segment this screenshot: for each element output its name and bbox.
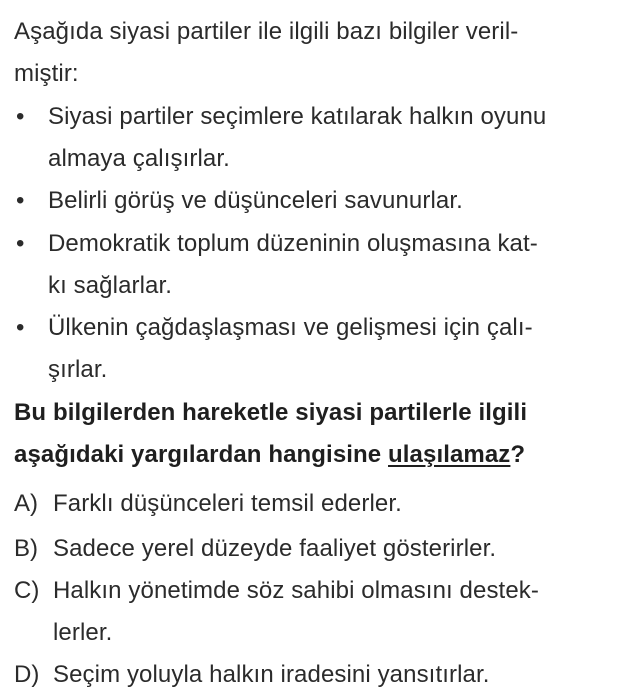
bullet-marker: •	[16, 230, 25, 257]
option-d-text: Seçim yoluyla halkın iradesini yansıtırlar.	[53, 661, 490, 688]
option-b-letter: B)	[14, 535, 38, 562]
question-line-2-suffix: ?	[510, 441, 526, 468]
option-d-letter: D)	[14, 661, 40, 688]
option-b-text: Sadece yerel düzeyde faaliyet gösterirler.	[53, 535, 497, 562]
bullet-3-line-2: kı sağlarlar.	[48, 272, 173, 299]
option-c-text-line-1: Halkın yönetimde söz sahibi olmasını destek-	[53, 577, 539, 604]
bullet-4-line-2: şırlar.	[48, 356, 108, 383]
question-line-2	[14, 443, 525, 467]
question-negative-emphasis: ulaşılamaz	[388, 441, 511, 468]
intro-line-2: miştir:	[14, 60, 79, 87]
bullet-3-line-1: Demokratik toplum düzeninin oluşmasına kat-	[48, 230, 538, 257]
intro-line-1: Aşağıda siyasi partiler ile ilgili bazı bilgiler veril-	[14, 18, 519, 45]
bullet-marker: •	[16, 187, 25, 214]
bullet-4-line-1: Ülkenin çağdaşlaşması ve gelişmesi için çalı-	[48, 314, 533, 341]
option-a-text: Farklı düşünceleri temsil ederler.	[53, 490, 402, 517]
option-a-letter: A)	[14, 490, 38, 517]
bullet-marker: •	[16, 314, 25, 341]
question-line-2-prefix: aşağıdaki yargılardan hangisine	[14, 441, 389, 468]
option-c-text-line-2: lerler.	[53, 619, 113, 646]
question-line-1: Bu bilgilerden hareketle siyasi partilerle ilgili	[14, 399, 528, 426]
bullet-marker: •	[16, 103, 25, 130]
bullet-2-line-1: Belirli görüş ve düşünceleri savunurlar.	[48, 187, 463, 214]
bullet-1-line-1: Siyasi partiler seçimlere katılarak halkın oyunu	[48, 103, 547, 130]
option-c-letter: C)	[14, 577, 40, 604]
bullet-1-line-2: almaya çalışırlar.	[48, 145, 230, 172]
